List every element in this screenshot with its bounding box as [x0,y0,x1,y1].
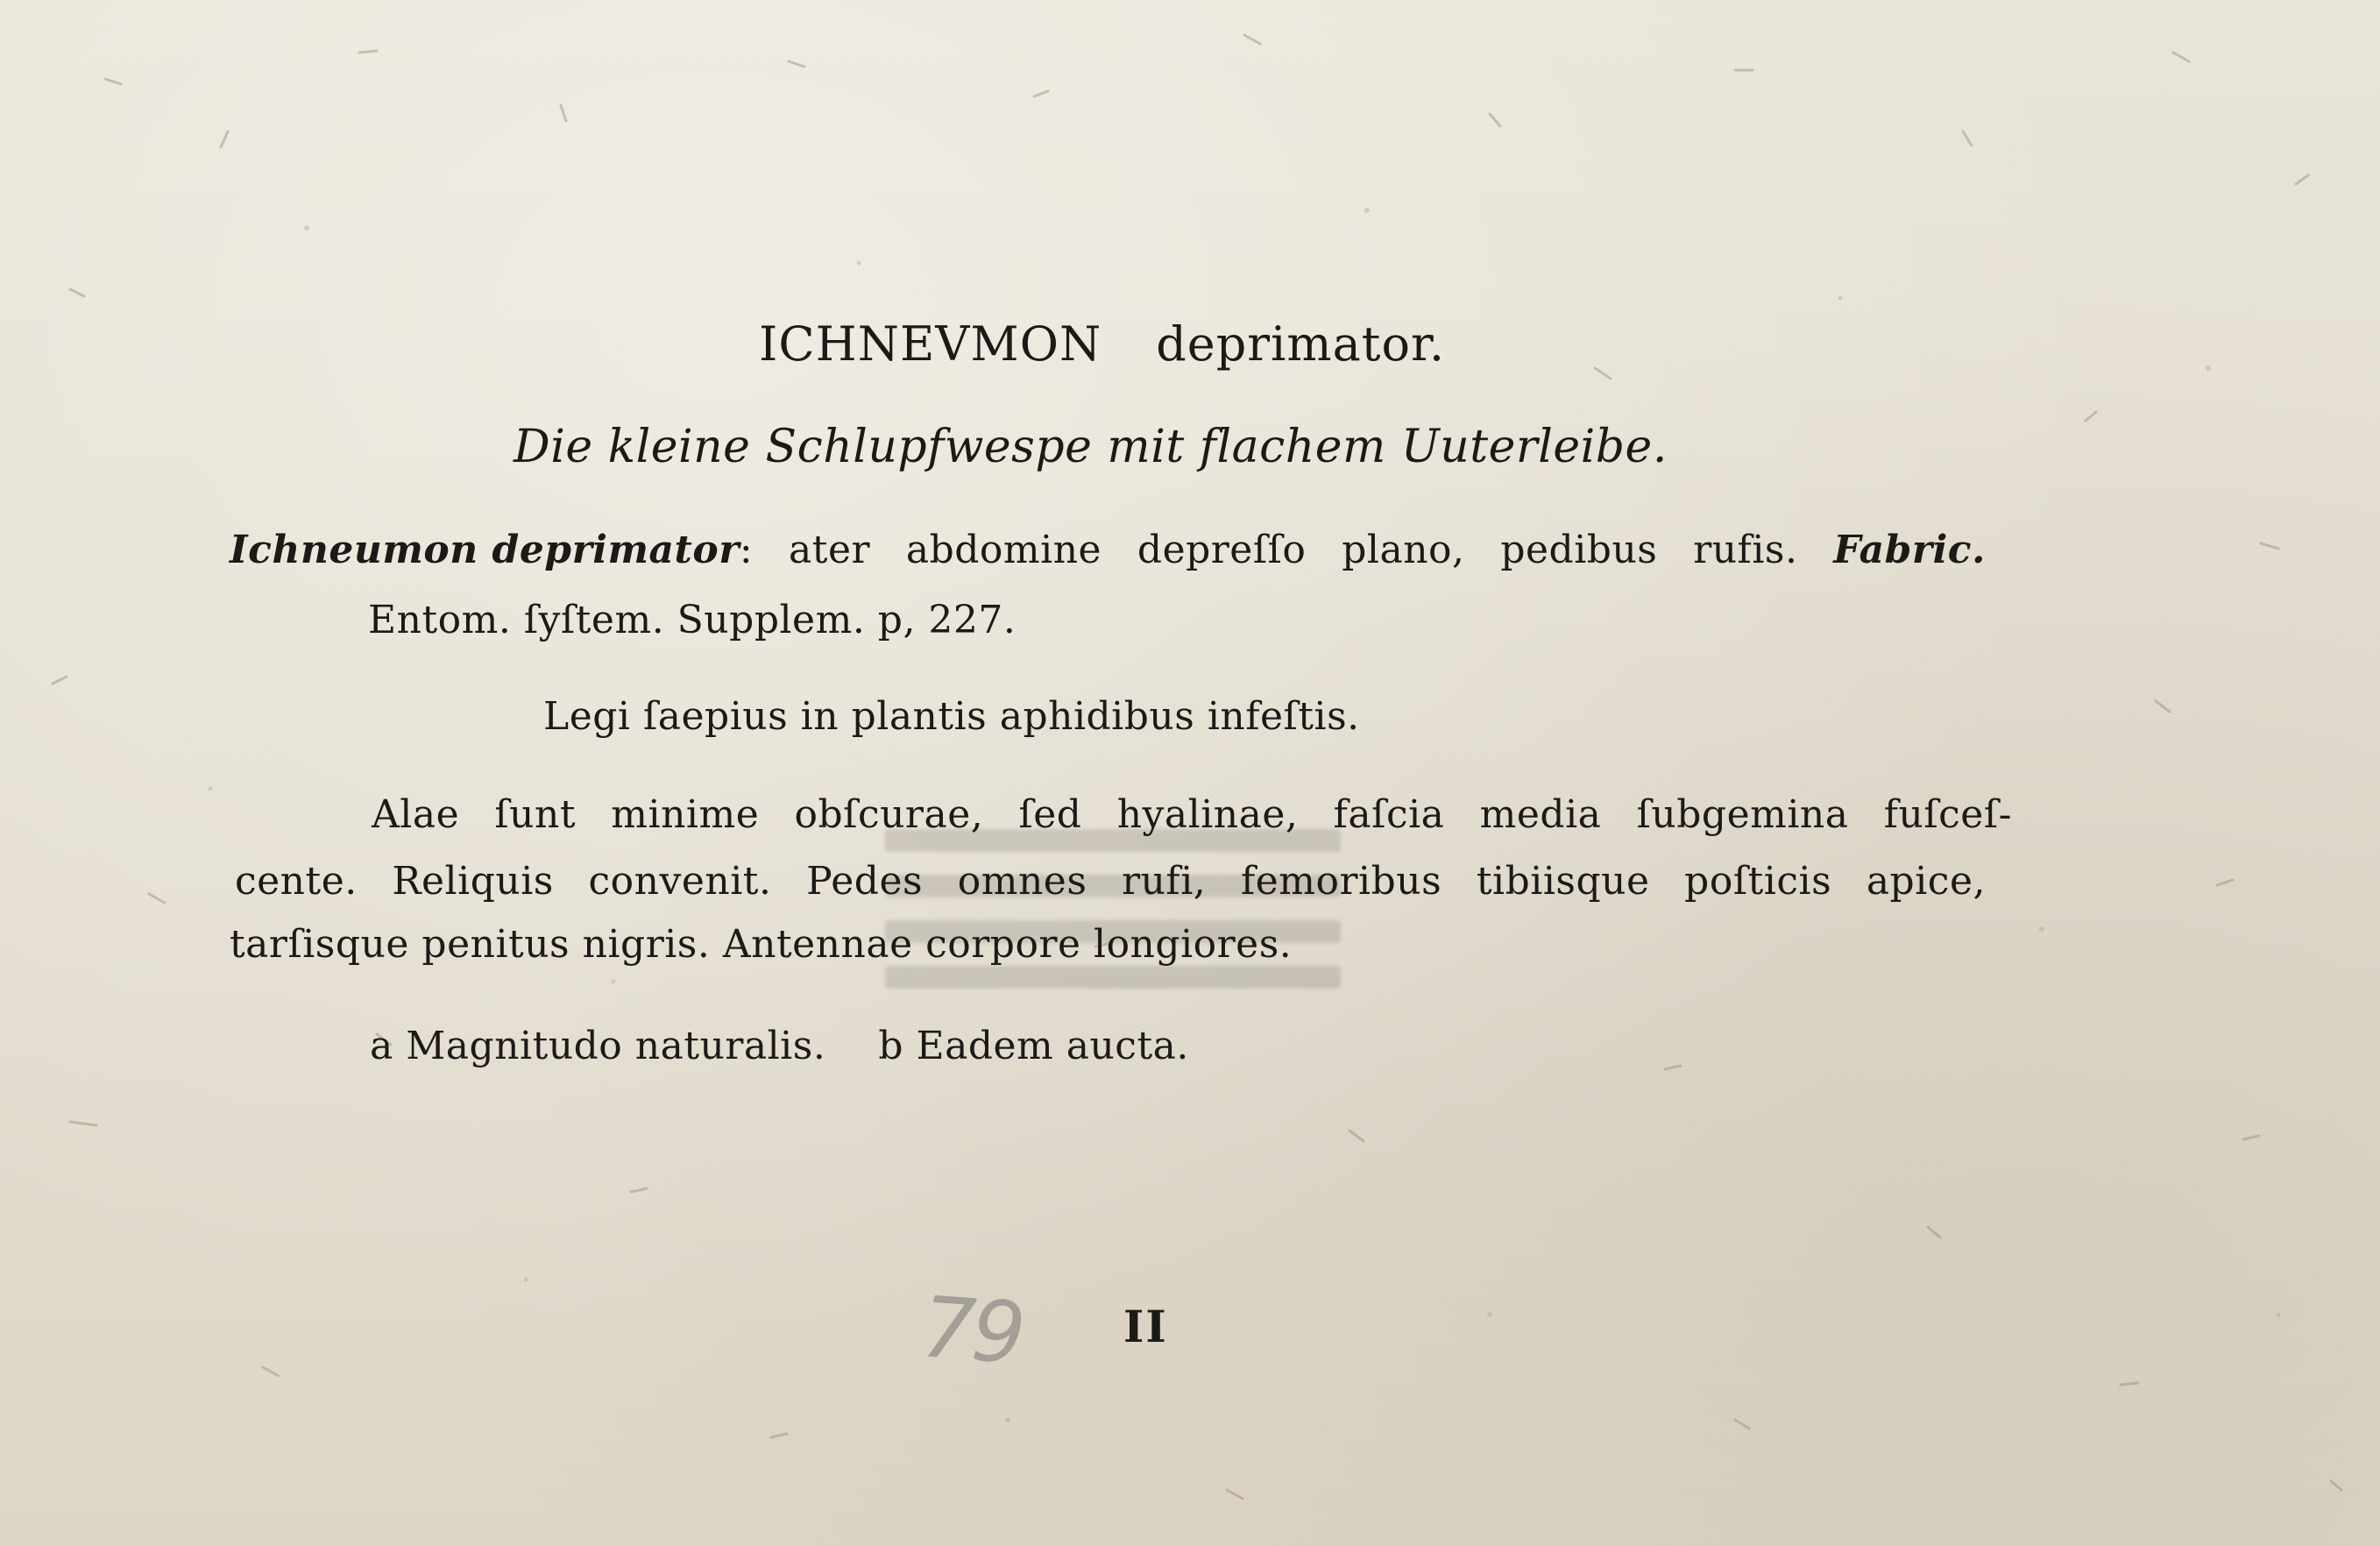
diagnosis-word: plano, [1342,528,1465,572]
diagnosis-word: ater [789,528,871,572]
description-word: ſubgemina [1636,792,1849,837]
reference-species-name [230,528,754,572]
page-title [759,316,1446,372]
figure-legend-a: a Magnitudo naturalis. [370,1024,826,1068]
title-genus: ICHNEVMON [759,316,1102,372]
description-word: obſcurae, [794,792,984,837]
reference-line-1 [230,528,1986,572]
description-line-3: tarſisque penitus nigris. Antennae corpore longiores. [230,922,1293,967]
description-word: fuſceſ- [1883,792,2012,837]
description-line-2 [235,859,1986,904]
description-word: cente. [235,859,358,904]
description-word: media [1479,792,1602,837]
pencil-annotation: 79 [918,1278,1025,1383]
description-word: tibiisque [1476,859,1650,904]
reference-author: Fabric. [1833,528,1986,572]
description-word: Reliquis [392,859,554,904]
description-word: convenit. [588,859,772,904]
description-word: ſed [1018,792,1082,837]
figure-legend-b: b Eadem aucta. [878,1024,1189,1068]
description-word: hyalinae, [1116,792,1299,837]
description-word: apice, [1866,859,1986,904]
figure-legend [370,1024,1189,1068]
description-word: rufi, [1122,859,1207,904]
description-word: Pedes [806,859,924,904]
description-word: omnes [957,859,1087,904]
description-word: ſunt [494,792,577,837]
page-number: II [1123,1301,1168,1352]
diagnosis-word: abdomine [905,528,1102,572]
page-subtitle: Die kleine Schlupfwespe mit flachem Uuterleibe. [514,421,1668,473]
habitat-paragraph: Legi ſaepius in plantis aphidibus infeſtis. [543,694,1360,739]
reference-colon: : [739,528,754,572]
description-word: minime [611,792,760,837]
reference-genus-name: Ichneumon deprimator [230,528,740,572]
description-word: femoribus [1240,859,1442,904]
reference-line-2: Entom. ſyſtem. Supplem. p, 227. [368,598,1016,642]
description-line-1 [372,792,2012,837]
description-word: faſcia [1333,792,1445,837]
diagnosis-word: pedibus [1500,528,1658,572]
description-word: Alae [372,792,460,837]
diagnosis-word: depreſſo [1137,528,1307,572]
description-word: poſticis [1684,859,1832,904]
diagnosis-word: rufis. [1693,528,1798,572]
title-species: deprimator. [1156,316,1446,372]
